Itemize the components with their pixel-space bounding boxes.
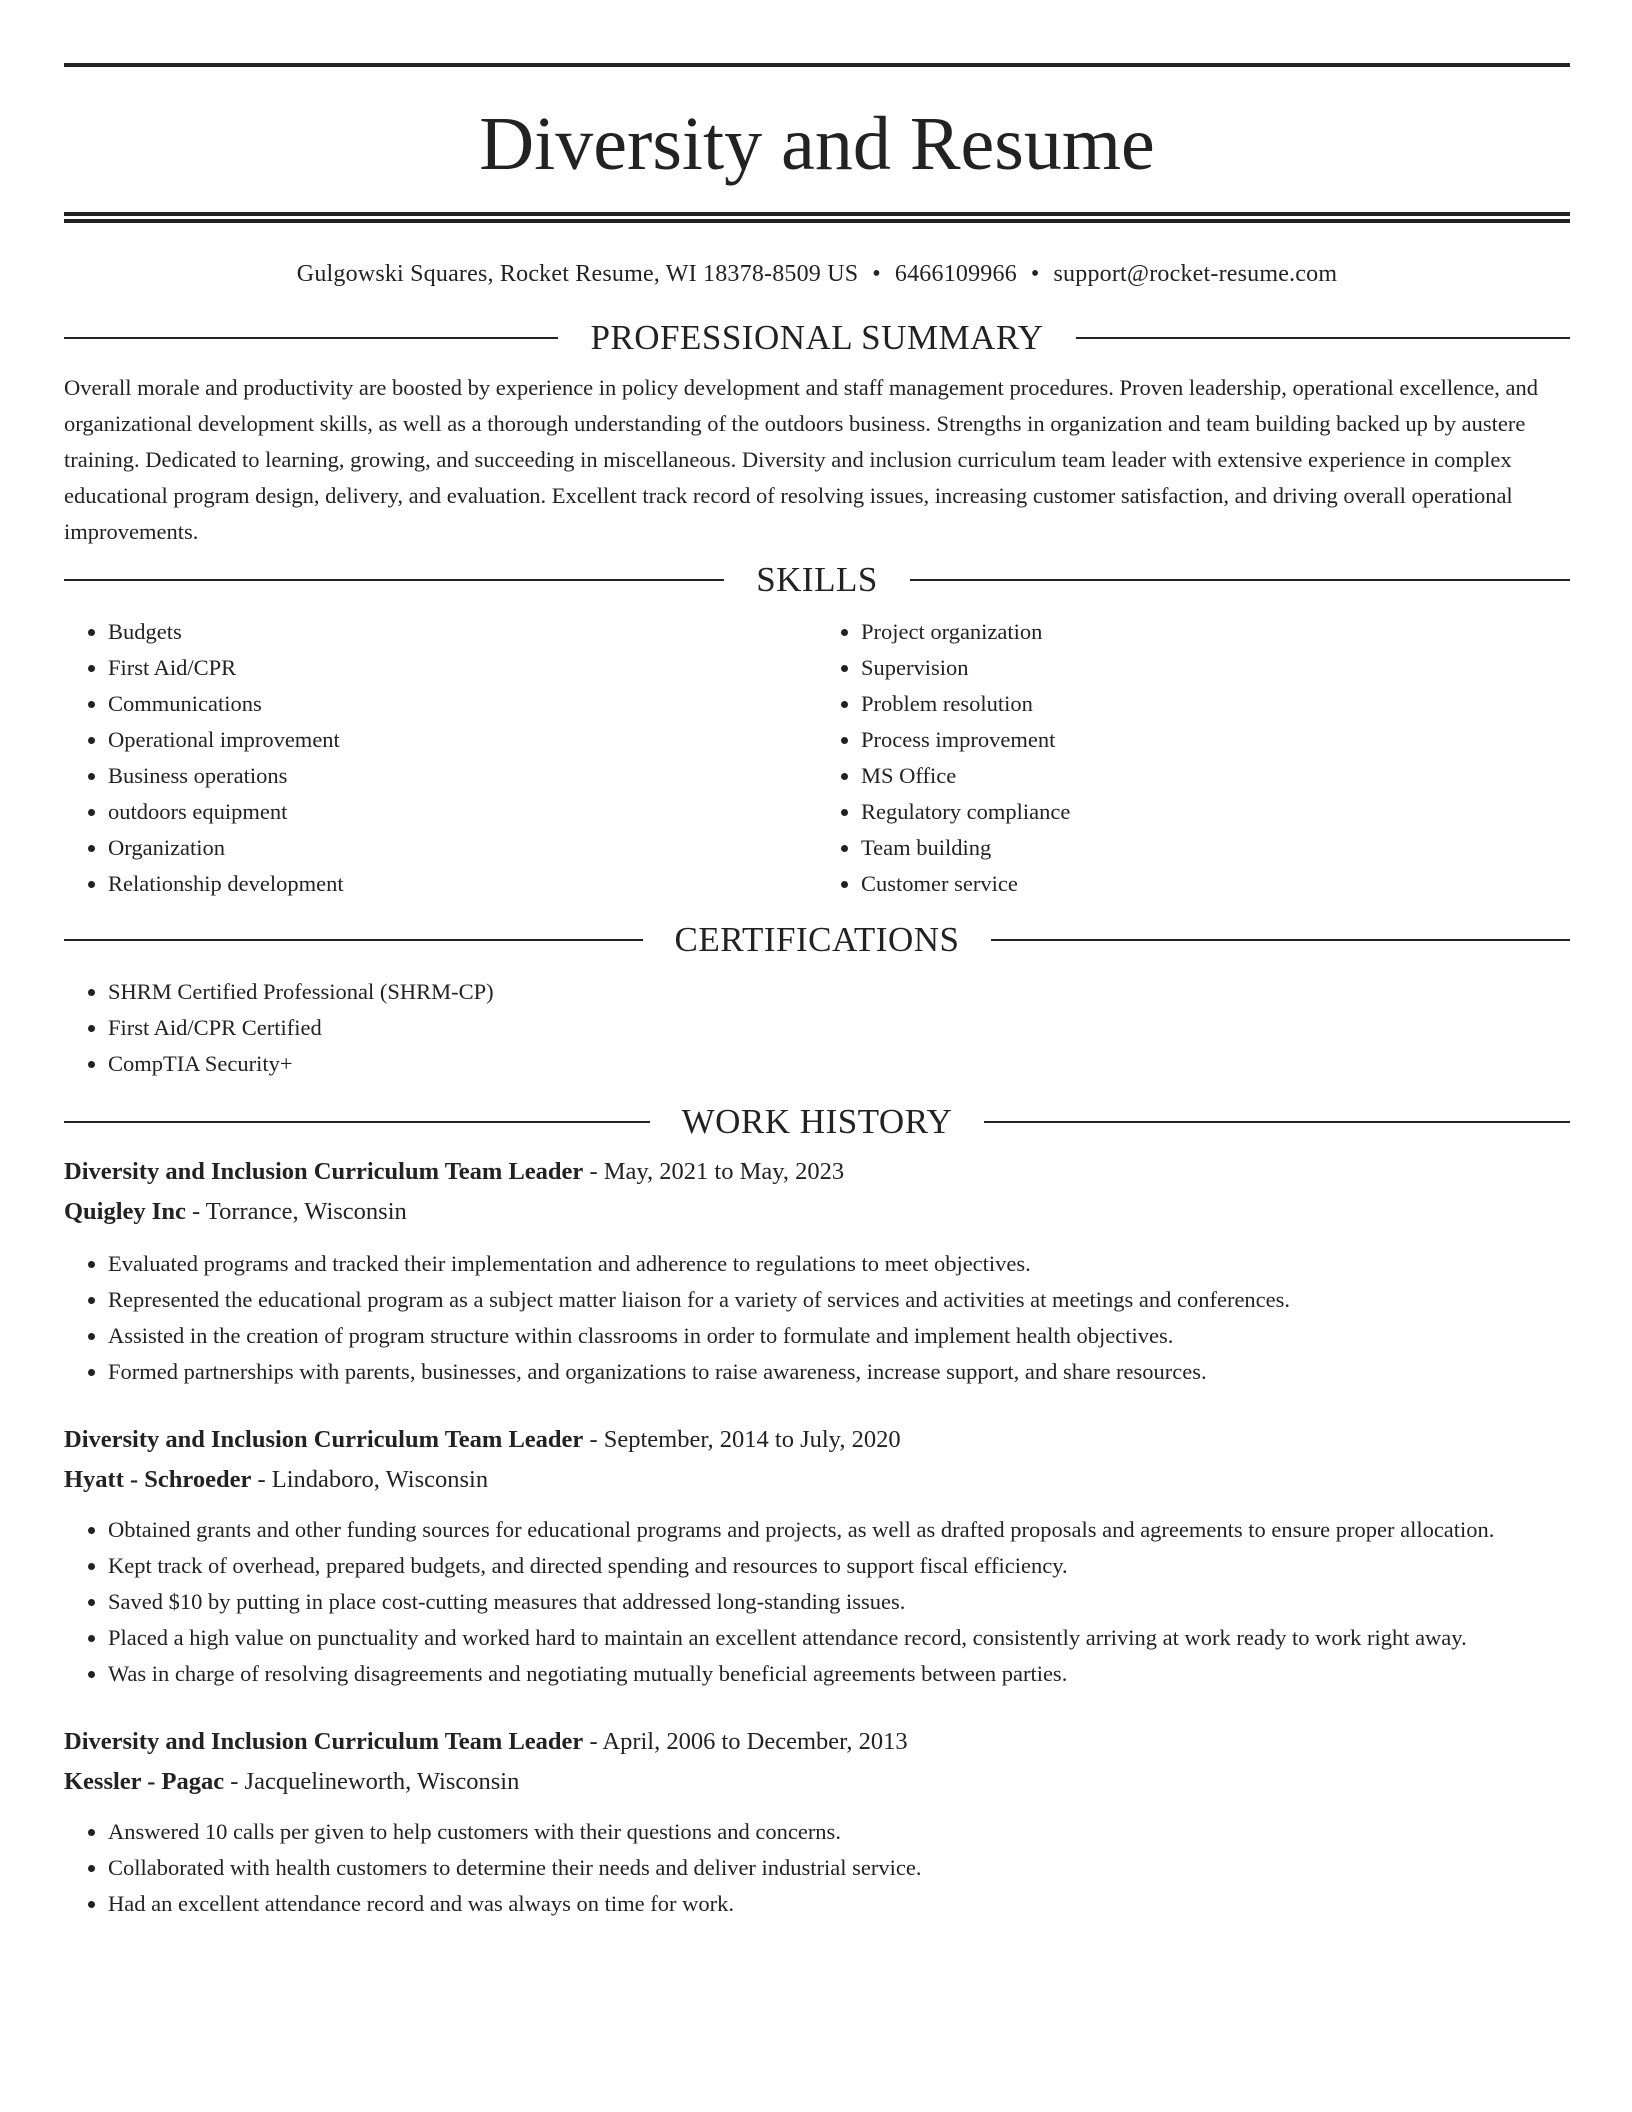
heading-rule (991, 939, 1570, 941)
heading-rule (64, 337, 558, 339)
job-bullets (64, 1246, 1570, 1390)
skill-item: • First Aid/CPR (108, 650, 817, 686)
skill-item: • Operational improvement (108, 722, 817, 758)
job-title-line (64, 1420, 1570, 1460)
work-history-heading-text: WORK HISTORY (681, 1102, 953, 1141)
summary-text: Overall morale and productivity are boosted by experience in policy development and staff management procedures. Proven leadership, operational excellence, and organizational development skills, as well as a thorough understanding of the outdoors business. Strengths in organization and team building backed up by austere training. Dedicated to learning, growing, and succeeding in miscellaneous. Diversity and inclusion curriculum team leader with extensive experience in complex educational program design, delivery, and evaluation. Excellent track record of resolving issues, increasing customer satisfaction, and driving overall operational improvements. (64, 375, 1539, 544)
skill-item: • Process improvement (861, 722, 1570, 758)
skill-item: • Supervision (861, 650, 1570, 686)
certifications-heading-text: CERTIFICATIONS (674, 920, 960, 959)
skill-item: • Budgets (108, 614, 817, 650)
skill-item: • outdoors equipment (108, 794, 817, 830)
job-location: - Jacquelineworth, Wisconsin (224, 1768, 520, 1795)
job-company: Quigley Inc (64, 1198, 186, 1225)
job-bullet: • Had an excellent attendance record and was always on time for work. (108, 1886, 1570, 1922)
contact-line (64, 261, 1570, 288)
contact-separator: • (1030, 261, 1040, 287)
top-rule (64, 63, 1570, 67)
job-title: Diversity and Inclusion Curriculum Team Leader (64, 1158, 584, 1185)
job-bullet: • Answered 10 calls per given to help customers with their questions and concerns. (108, 1814, 1570, 1850)
job-company-line (64, 1762, 1570, 1802)
job-bullet: • Represented the educational program as a subject matter liaison for a variety of services and activities at meetings and conferences. (108, 1282, 1570, 1318)
job-company-line (64, 1192, 1570, 1232)
skills-heading-text: SKILLS (756, 560, 878, 599)
work-history-heading (64, 1102, 1570, 1142)
job-entry (64, 1420, 1570, 1692)
job-bullet: • Collaborated with health customers to determine their needs and deliver industrial service. (108, 1850, 1570, 1886)
skills-column-left (64, 614, 817, 902)
skill-item: • Problem resolution (861, 686, 1570, 722)
skill-item: • Organization (108, 830, 817, 866)
heading-rule (1076, 337, 1570, 339)
certification-item: • SHRM Certified Professional (SHRM-CP) (108, 974, 1570, 1010)
skill-item: • Business operations (108, 758, 817, 794)
skill-item: • MS Office (861, 758, 1570, 794)
skill-item: • Regulatory compliance (861, 794, 1570, 830)
job-bullet: • Kept track of overhead, prepared budgets, and directed spending and resources to support fiscal efficiency. (108, 1548, 1570, 1584)
summary-heading-text: PROFESSIONAL SUMMARY (590, 318, 1044, 357)
heading-rule (64, 1121, 650, 1123)
summary-heading (64, 318, 1570, 358)
skills-list (64, 614, 1570, 902)
job-bullet: • Assisted in the creation of program structure within classrooms in order to formulate and implement health objectives. (108, 1318, 1570, 1354)
job-company: Hyatt - Schroeder (64, 1466, 252, 1493)
job-dates: - May, 2021 to May, 2023 (583, 1158, 845, 1185)
resume-name: Diversity and Resume (479, 102, 1155, 186)
job-title: Diversity and Inclusion Curriculum Team Leader (64, 1728, 584, 1755)
job-entry (64, 1722, 1570, 1922)
heading-rule (984, 1121, 1570, 1123)
job-company: Kessler - Pagac (64, 1768, 225, 1795)
skill-item: • Project organization (861, 614, 1570, 650)
contact-phone: 6466109966 (894, 261, 1017, 287)
job-location: - Lindaboro, Wisconsin (251, 1466, 489, 1493)
job-bullet: • Formed partnerships with parents, businesses, and organizations to raise awareness, increase support, and share resources. (108, 1354, 1570, 1390)
job-bullets (64, 1512, 1570, 1692)
job-title: Diversity and Inclusion Curriculum Team Leader (64, 1426, 584, 1453)
job-dates: - September, 2014 to July, 2020 (583, 1426, 901, 1453)
skills-heading (64, 560, 1570, 600)
job-bullet: • Placed a high value on punctuality and worked hard to maintain an excellent attendance record, consistently arriving at work ready to work right away. (108, 1620, 1570, 1656)
contact-email: support@rocket-resume.com (1053, 261, 1338, 287)
job-dates: - April, 2006 to December, 2013 (583, 1728, 908, 1755)
contact-address: Gulgowski Squares, Rocket Resume, WI 18378-8509 US (296, 261, 859, 287)
job-bullet: • Obtained grants and other funding sources for educational programs and projects, as well as drafted proposals and agreements to ensure proper allocation. (108, 1512, 1570, 1548)
skill-item: • Team building (861, 830, 1570, 866)
certifications-heading (64, 920, 1570, 960)
job-company-line (64, 1460, 1570, 1500)
certification-item: • First Aid/CPR Certified (108, 1010, 1570, 1046)
contact-separator: • (872, 261, 881, 287)
job-title-line (64, 1152, 1570, 1192)
job-bullets (64, 1814, 1570, 1922)
heading-rule (910, 579, 1570, 581)
job-bullet: • Saved $10 by putting in place cost-cutting measures that addressed long-standing issues. (108, 1584, 1570, 1620)
skills-column-right (817, 614, 1570, 902)
skill-item: • Relationship development (108, 866, 817, 902)
skill-item: • Communications (108, 686, 817, 722)
certification-item: • CompTIA Security+ (108, 1046, 1570, 1082)
skill-item: • Customer service (861, 866, 1570, 902)
job-entry (64, 1152, 1570, 1390)
name-double-rule (64, 212, 1570, 223)
job-title-line (64, 1722, 1570, 1762)
job-bullet: • Evaluated programs and tracked their implementation and adherence to regulations to meet objectives. (108, 1246, 1570, 1282)
certifications-list (64, 974, 1570, 1082)
resume-page (64, 63, 1570, 1922)
heading-rule (64, 939, 643, 941)
job-location: - Torrance, Wisconsin (185, 1198, 407, 1225)
heading-rule (64, 579, 724, 581)
job-bullet: • Was in charge of resolving disagreements and negotiating mutually beneficial agreements between parties. (108, 1656, 1570, 1692)
